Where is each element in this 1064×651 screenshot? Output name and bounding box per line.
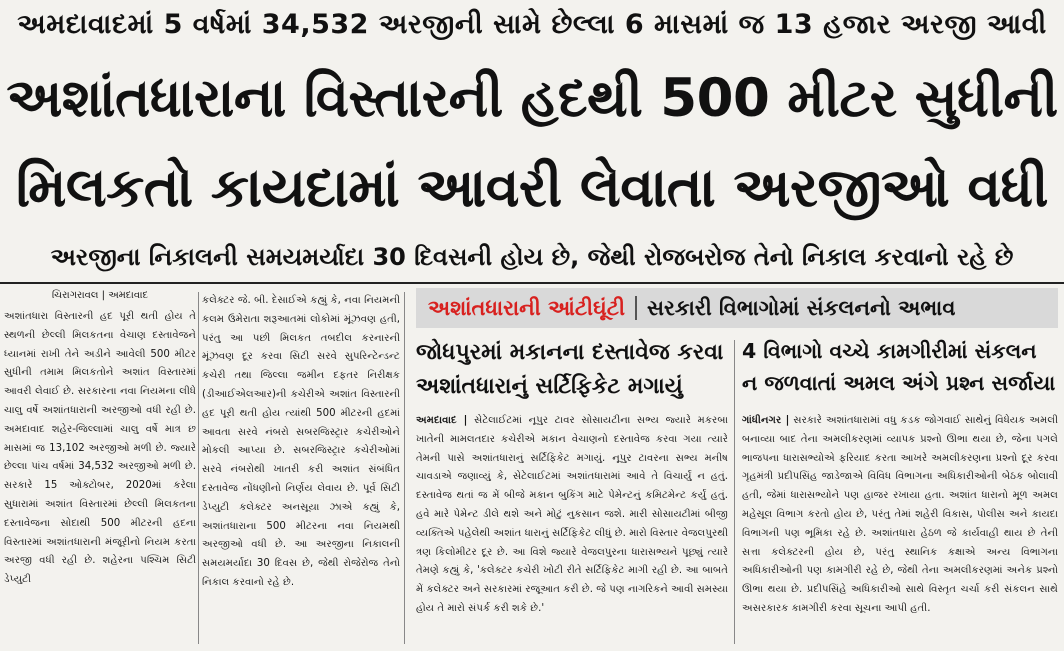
article-column-4 <box>742 412 1058 619</box>
article-column-1: અશાંતધારા વિસ્તારની હદ પૂરી થતી હોય તે સ્થળની છેલ્લી મિલકતના વેચાણ દસ્તાવેજને ધ્યાનમાં રાખી તેને અડીને આવેલી 500 મીટર સુધીની તમામ મિલકતોને અશાંત વિસ્તારમાં આવરી લેવાઈ છે. સરકારના નવા નિયમના લીધે ચાલુ વર્ષે અશાંતધારાની અરજીઓ વધી રહી છે. અમદાવાદ શહેર-જિલ્લામાં ચાલુ વર્ષે માત્ર છ માસમાં જ 13,102 અરજીઓ મળી છે. જ્યારે છેલ્લા પાંચ વર્ષમાં 34,532 અરજીઓ મળી છે. સરકારે 15 ઓક્ટોબર, 2020માં કરેલા સુધારામાં અશાંત વિસ્તારમાં છેલ્લી મિલકતના દસ્તાવેજના સોદાથી 500 મીટરની હદના વિસ્તારમાં અશાંતધારાની મંજૂરીનો નિયમ કરતા અરજી વધી રહી છે. શહેરના પશ્ચિમ સિટી ડેપ્યુટી <box>4 311 196 586</box>
article-column-3 <box>416 412 728 619</box>
byline: ચિરાગરાવલ | અમદાવાદ <box>51 290 149 301</box>
subheadline: અરજીના નિકાલની સમયમર્યાદા 30 દિવસની હોય છે, જેથી રોજબરોજ તેનો નિકાલ કરવાનો રહે છે <box>50 243 1014 271</box>
banner-separator <box>635 296 637 320</box>
dateline: ગાંધીનગર | <box>742 415 790 426</box>
banner-subtitle: સરકારી વિભાગોમાં સંકલનનો અભાવ <box>647 295 956 320</box>
article-body: સેટેલાઈટમાં નૂપુર ટાવર સોસાયટીના સભ્ય જ્યારે મકરબા ખાતેની મામલતદાર કચેરીએ મકાન વેચાણનો દસ્તાવેજ કરવા ગયા ત્યારે તેમની પાસે અશાંતધારાનું સર્ટિફિકેટ મગાયું. નૂપુર ટાવરના સભ્ય મનીષ ચાવડાએ જણાવ્યું કે, સેટેલાઈટમાં અશાંતધારામાં આવે તે વિચાર્યું ન હતું. દસ્તાવેજ થતાં જ મેં બીજે મકાન બુકિંગ માટે પેમેન્ટનું કમિટમેન્ટ કર્યું હતું. હવે મારે પેમેન્ટ ડીલે થશે અને મોટું નુકસાન જશે. મારી સોસાયટીમાં બીજી વ્યક્તિએ પહેલેથી અશાંત ધારાનું સર્ટિફિકેટ લીધું છે. મારો વિસ્તાર વેજલપુરથી ત્રણ કિલોમીટર દૂર છે. આ વિશે જ્યારે વેજલપુરના ધારાસભ્યને પૂછ્યું ત્યારે તેમણે કહ્યું કે, 'કલેક્ટર કચેરી ખોટી રીતે સર્ટિફિકેટ માગી રહી છે. આ બાબતે મેં કલેક્ટર અને સરકારમાં રજૂઆત કરી છે. જે પણ નાગરિકને આવી સમસ્યા હોય તે મારો સંપર્ક કરી શકે છે.' <box>416 415 728 614</box>
headline-line-2: મિલકતો કાયદામાં આવરી લેવાતા અરજીઓ વધી <box>16 156 1048 219</box>
article-column-2: કલેક્ટર જે. બી. દેસાઈએ કહ્યું કે, નવા નિયમની કલમ ઉમેરાતા શરૂઆતમાં લોકોમાં મૂંઝવણ હતી, પરંતુ આ પછી મિલકત તબદીલ કરનારની મૂંઝવણ દૂર કરવા સિટી સરવે સુપરિન્ટેન્ડન્ટ કચેરી તથા જિલ્લા જમીન દફતર નિરીક્ષક (ડીઆઈએલઆર)ની કચેરીએ અશાંત વિસ્તારની હદ પૂરી થતી હોય ત્યાંથી 500 મીટરની હદમાં આવતા સરવે નંબરો સબરજિસ્ટ્રાર કચેરીઓને મોકલી આપ્યા છે. સબરજિસ્ટ્રાર કચેરીઓમાં સરવે નંબરોથી ખાતરી કરી અશાંત સંબંધિત દસ્તાવેજ નોંધણીનો નિર્ણય લેવાય છે. પૂર્વ સિટી ડેપ્યુટી કલેક્ટર અનસૂયા ઝાએ કહ્યું કે, અશાંતધારાના 500 મીટરના નવા નિયમથી અરજીઓ વધી છે. આ અરજીના નિકાલની સમયમર્યાદા 30 દિવસ છે, જેથી રોજેરોજ તેનો નિકાલ કરવાનો રહે છે. <box>202 295 400 588</box>
column-divider <box>198 292 199 644</box>
column-divider <box>734 340 735 644</box>
divider <box>0 282 1064 284</box>
kicker: અમદાવાદમાં 5 વર્ષમાં 34,532 અરજીની સામે છેલ્લા 6 માસમાં જ 13 હજાર અરજી આવી <box>17 9 1047 40</box>
headline-line-1: અશાંતધારાના વિસ્તારની હદથી 500 મીટર સુધીની <box>6 68 1058 129</box>
article-body: સરકારે અશાંતધારામાં વધુ કડક જોગવાઈ સાથેનું વિધેયક અમલી બનાવ્યા બાદ તેના અમલીકરણમાં વ્યાપક પ્રશ્નો ઊભા થયા છે, જેના પગલે ભાજપના ધારાસભ્યોએ ફરિયાદ કરતા આખરે અમલીકરણના પ્રશ્નો દૂર કરવા ગૃહમંત્રી પ્રદીપસિંહ જાડેજાએ વિવિધ વિભાગના અધિકારીઓની બેઠક બોલાવી હતી, જેમાં ધારાસભ્યોને પણ હાજર રખાયા હતા. અશાંત ધારાનો મૂળ અમલ મહેસૂલ વિભાગ કરતો હોય છે, પરંતુ તેમાં શહેરી વિકાસ, પોલીસ અને કાયદા વિભાગની પણ ભૂમિકા રહે છે. અશાંતધારા હેઠળ જે કાર્યવાહી થાય છે તેની સત્તા કલેક્ટરની હોય છે, પરંતુ સ્થાનિક કક્ષાએ અન્ય વિભાગના અધિકારીઓની પણ કામગીરી રહે છે, જેથી તેના અમલીકરણમાં અનેક પ્રશ્નો ઊભા થયા છે. પ્રદીપસિંહે અધિકારીઓ સાથે વિસ્તૃત ચર્ચા કરી સંકલન સાથે અસરકારક કામગીરી કરવા સૂચના આપી હતી. <box>742 415 1058 614</box>
banner-title: અશાંતધારાની આંટીઘૂંટી <box>428 295 626 320</box>
story-headline-left: જોધપુરમાં મકાનના દસ્તાવેજ કરવા અશાંતધારાનું સર્ટિફિકેટ મગાયું <box>416 340 724 399</box>
column-divider <box>404 292 405 644</box>
section-banner <box>416 288 1058 328</box>
story-headline-right: 4 વિભાગો વચ્ચે કામગીરીમાં સંકલન ન જળવાતાં અમલ અંગે પ્રશ્ન સર્જાયા <box>742 339 1056 395</box>
dateline: અમદાવાદ | <box>416 415 468 426</box>
